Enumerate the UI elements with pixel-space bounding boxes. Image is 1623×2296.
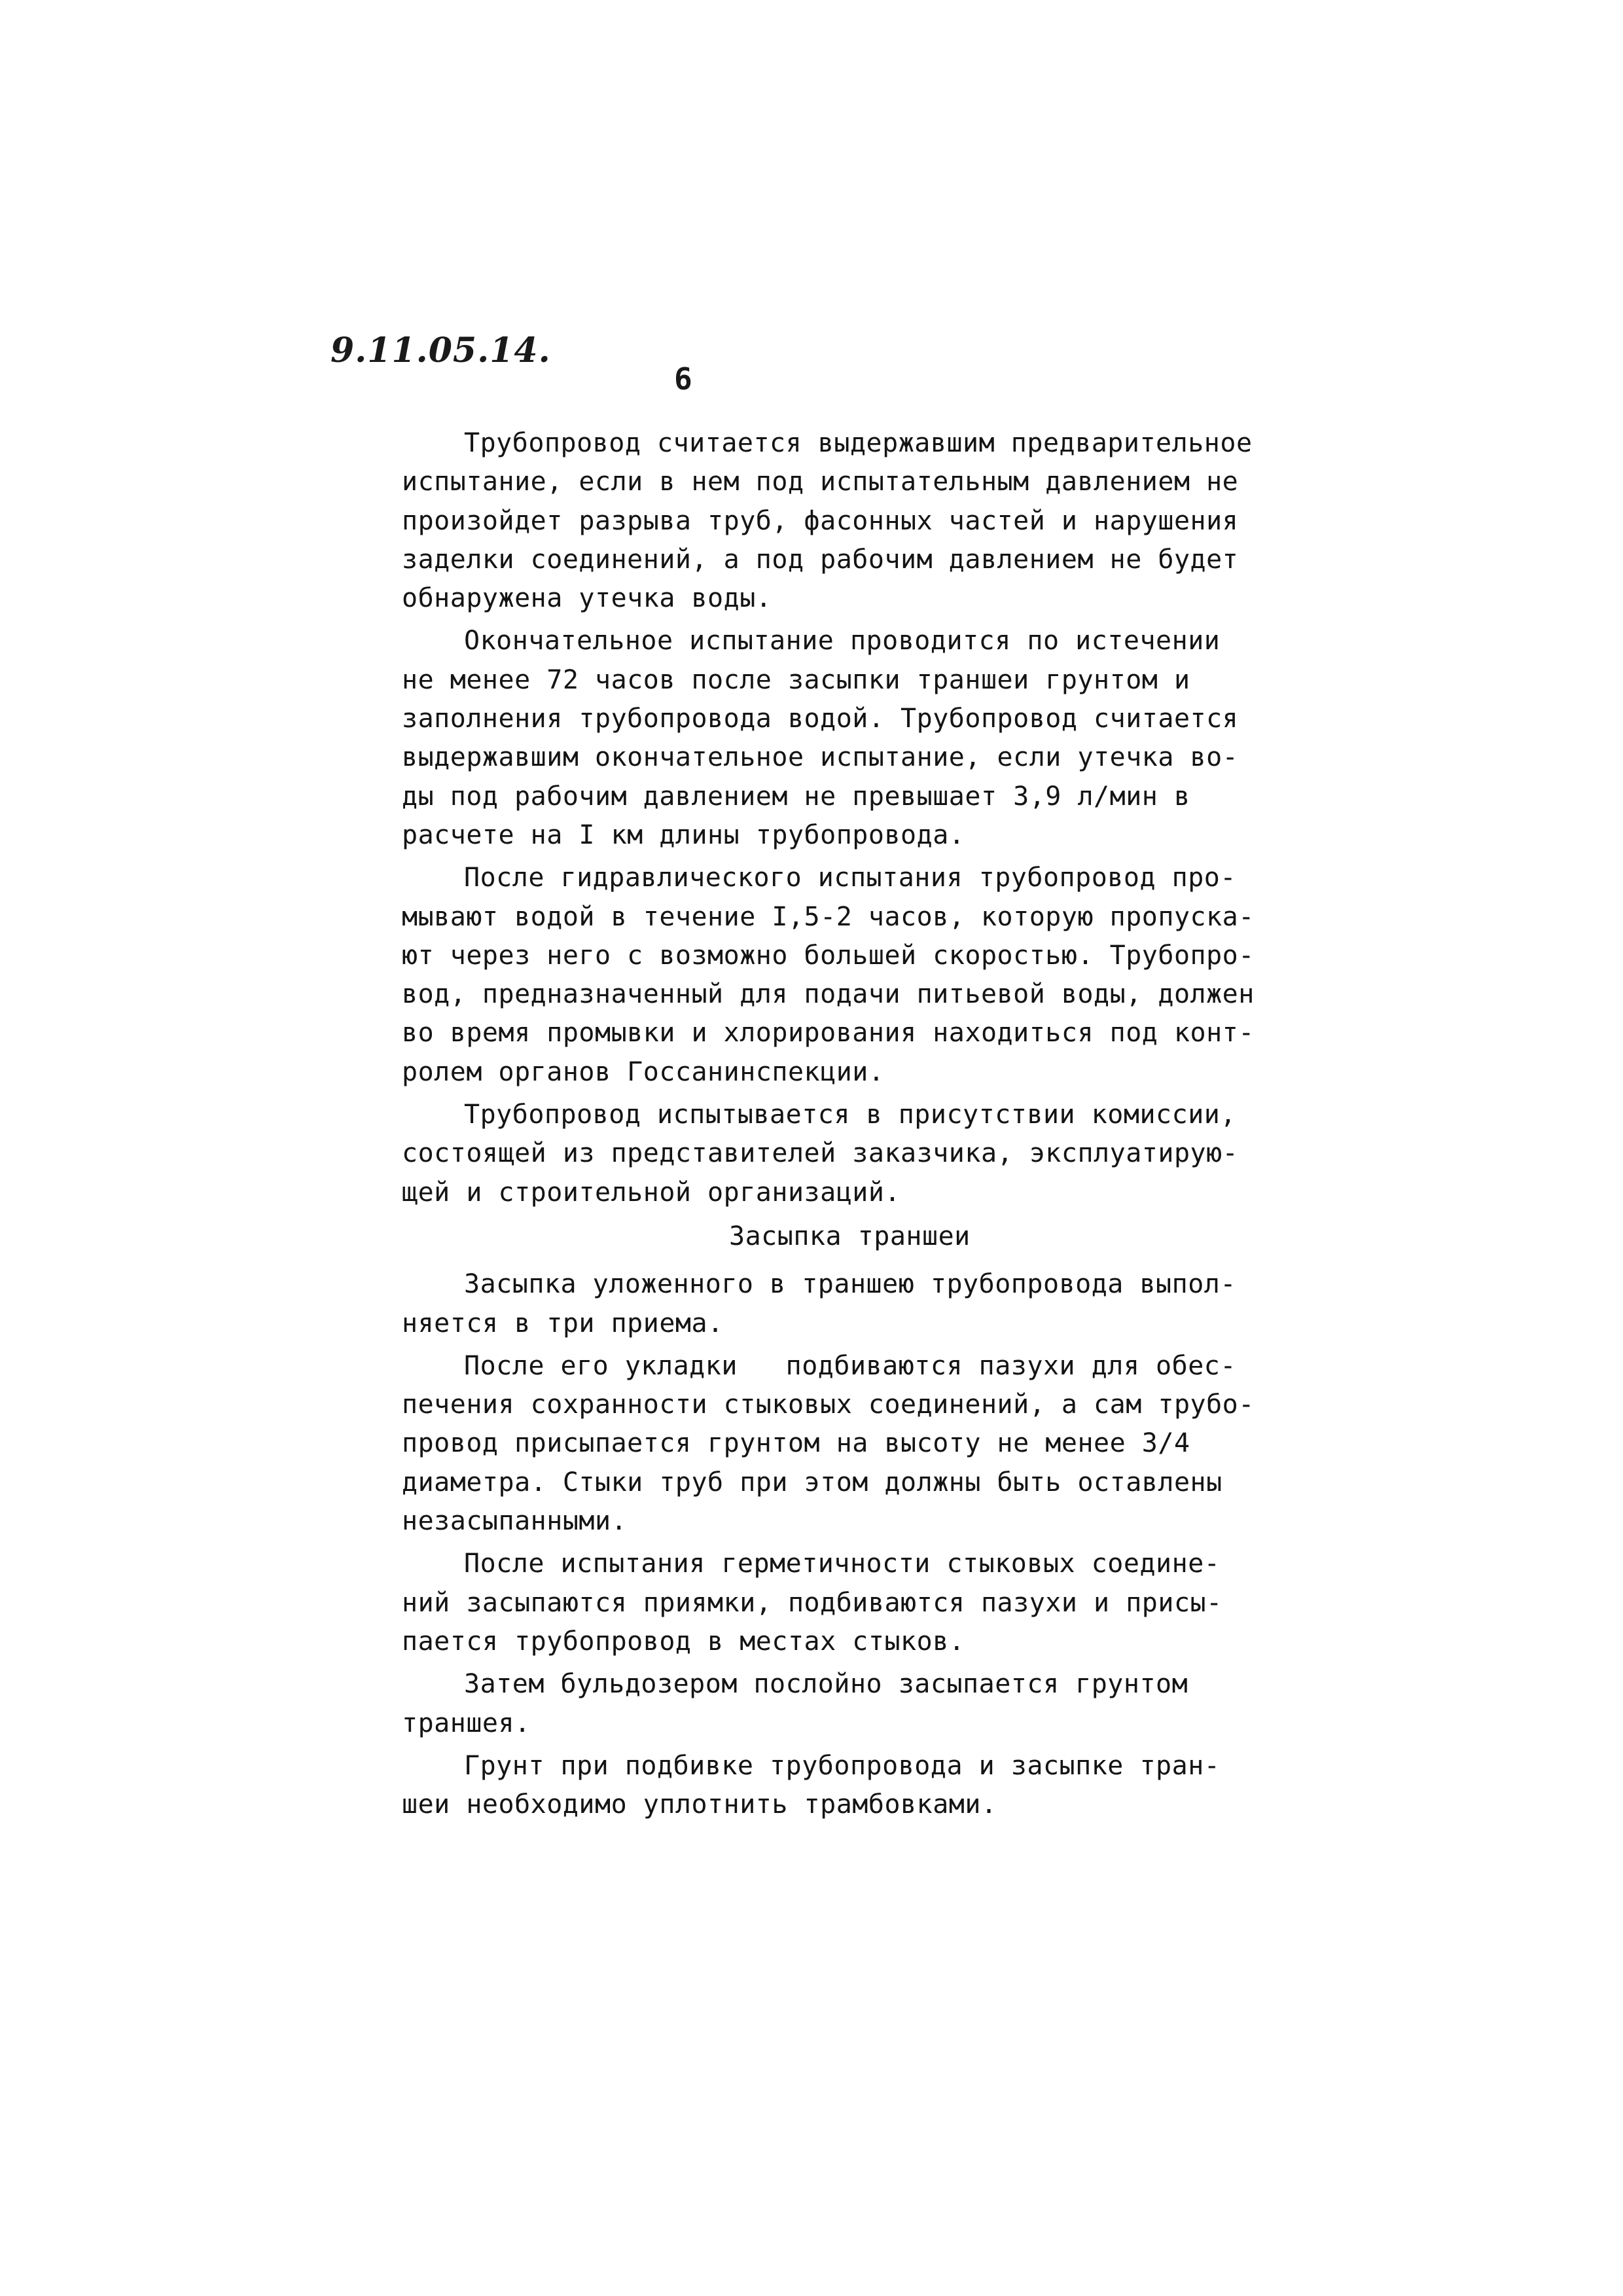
section-heading: Засыпка траншеи [729, 1221, 971, 1251]
text-line: во время промывки и хлорирования находиться под конт- [402, 1018, 1255, 1049]
text-line: Трубопровод считается выдержавшим предварительное [464, 428, 1253, 458]
page-number: 6 [674, 361, 692, 397]
text-line: После испытания герметичности стыковых соедине- [464, 1549, 1221, 1579]
text-line: После гидравлического испытания трубопровод про- [464, 863, 1236, 893]
text-line: испытание, если в нем под испытательным давлением не [402, 467, 1239, 497]
text-line: обнаружена утечка воды. [402, 583, 772, 614]
text-line: произойдет разрыва труб, фасонных частей и нарушения [402, 505, 1239, 536]
text-line: няется в три приема. [402, 1308, 724, 1338]
body-text [402, 424, 1279, 1824]
text-line: провод присыпается грунтом на высоту не менее 3/4 [402, 1428, 1190, 1459]
text-line: вод, предназначенный для подачи питьевой воды, должен [402, 979, 1255, 1010]
text-line: расчете на I км длины трубопровода. [402, 819, 965, 850]
document-code: 9.11.05.14. [330, 331, 551, 370]
text-line: Трубопровод испытывается в присутствии комиссии, [464, 1100, 1236, 1130]
text-line: ют через него с возможно большей скоростью. Трубопро- [402, 940, 1255, 971]
text-line: заполнения трубопровода водой. Трубопровод считается [402, 704, 1239, 734]
text-line: траншея. [402, 1708, 531, 1738]
text-line: шеи необходимо уплотнить трамбовками. [402, 1789, 997, 1820]
text-line: состоящей из представителей заказчика, эксплуатирую- [402, 1138, 1239, 1169]
text-line: ний засыпаются приямки, подбиваются пазухи и присы- [402, 1587, 1222, 1618]
text-line: Засыпка уложенного в траншею трубопровода выпол- [464, 1269, 1236, 1300]
text-line: ды под рабочим давлением не превышает 3,9 л/мин в [402, 781, 1190, 812]
text-line: незасыпанными. [402, 1506, 628, 1537]
text-line: Окончательное испытание проводится по истечении [464, 626, 1221, 656]
text-line: пается трубопровод в местах стыков. [402, 1626, 965, 1657]
text-line: мывают водой в течение I,5-2 часов, которую пропуска- [402, 901, 1255, 932]
text-line: Грунт при подбивке трубопровода и засыпке тран- [464, 1750, 1221, 1781]
text-line: печения сохранности стыковых соединений, а сам трубо- [402, 1390, 1255, 1420]
text-line: После его укладки подбиваются пазухи для обес- [464, 1350, 1236, 1381]
text-line: не менее 72 часов после засыпки траншеи грунтом и [402, 664, 1190, 695]
text-line: ролем органов Госсанинспекции. [402, 1056, 885, 1087]
text-line: диаметра. Стыки труб при этом должны быть оставлены [402, 1467, 1222, 1498]
text-line: заделки соединений, а под рабочим давлением не будет [402, 544, 1239, 575]
text-line: щей и строительной организаций. [402, 1177, 901, 1208]
text-line: Затем бульдозером послойно засыпается грунтом [464, 1669, 1188, 1700]
text-line: выдержавшим окончательное испытание, если утечка во- [402, 742, 1239, 773]
